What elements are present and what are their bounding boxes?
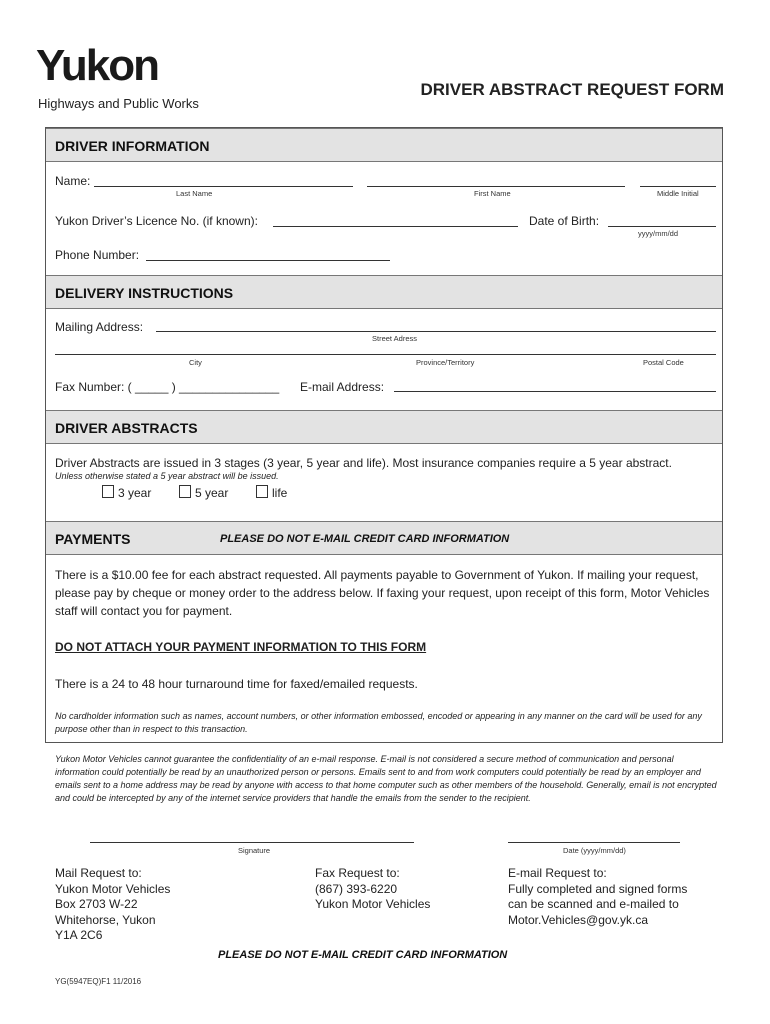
mail-line: Yukon Motor Vehicles <box>55 881 171 896</box>
email-line: can be scanned and e-mailed to <box>508 897 679 911</box>
abstracts-note: Unless otherwise stated a 5 year abstract will be issued. <box>55 471 279 481</box>
phone-label: Phone Number: <box>55 248 140 262</box>
signature-caption: Signature <box>238 846 271 855</box>
email-address-label: E-mail Address: <box>300 380 385 394</box>
email-request-block <box>508 866 687 928</box>
driver-information-header <box>46 128 722 162</box>
form-code: YG(5947EQ)F1 11/2016 <box>55 977 142 986</box>
dob-label: Date of Birth: <box>529 214 600 228</box>
licence-label: Yukon Driver’s Licence No. (if known): <box>55 214 258 228</box>
section-heading: DELIVERY INSTRUCTIONS <box>55 285 234 301</box>
fax-line: Yukon Motor Vehicles <box>315 897 431 911</box>
fax-line: (867) 393-6220 <box>315 881 398 896</box>
footer-email-warning: PLEASE DO NOT E-MAIL CREDIT CARD INFORMATION <box>218 949 508 961</box>
signature-field[interactable] <box>90 842 414 843</box>
payments-header <box>46 521 722 555</box>
do-not-attach-notice: DO NOT ATTACH YOUR PAYMENT INFORMATION TO THIS FORM <box>55 640 427 654</box>
dob-format-caption: yyyy/mm/dd <box>638 229 679 238</box>
turnaround-text: There is a 24 to 48 hour turnaround time for faxed/emailed requests. <box>55 677 418 691</box>
form-title: DRIVER ABSTRACT REQUEST FORM <box>420 80 724 99</box>
mail-line: Whitehorse, Yukon <box>55 912 156 927</box>
mail-line: Box 2703 W-22 <box>55 897 138 911</box>
last-name-field[interactable] <box>94 186 353 187</box>
province-caption: Province/Territory <box>416 358 475 367</box>
email-disclaimer: Yukon Motor Vehicles cannot guarantee the confidentiality of an e-mail response. E-mail is not considered a secure method of communication and personal information could potentially be read by an unauthorized person or persons. Emails sent to and from work computers could potentially be read by an employer and emails sent to a home address may be read by anyone with access to that home computer such as other members of the household. Generally, email is not encrypted and could be intercepted by any of the internet service providers that handle the emails from the sender to the recipient. <box>55 754 717 803</box>
street-address-field[interactable] <box>156 331 716 332</box>
email-address-link[interactable]: Motor.Vehicles@gov.yk.ca <box>508 912 649 927</box>
checkbox-5-year[interactable] <box>179 485 191 498</box>
cardholder-note: No cardholder information such as names, account numbers, or other information embossed, encoded or appearing in any manner on the card will be used for any purpose other than in respect to this transaction. <box>55 711 702 734</box>
signature-date-field[interactable] <box>508 842 680 843</box>
last-name-caption: Last Name <box>176 189 213 198</box>
date-of-birth-field[interactable] <box>608 226 716 227</box>
payments-email-warning: PLEASE DO NOT E-MAIL CREDIT CARD INFORMATION <box>220 533 510 545</box>
first-name-field[interactable] <box>367 186 625 187</box>
mail-line: Y1A 2C6 <box>55 928 103 942</box>
mail-request-block <box>55 866 170 944</box>
delivery-instructions-header <box>46 275 722 309</box>
payment-fee-text: There is a $10.00 fee for each abstract requested. All payments payable to Government of Yukon. If mailing your request, please pay by cheque or money order to the address below. If faxing your request, upon receipt of this form, Motor Vehicles staff will contact you for payment. <box>55 568 710 618</box>
department-name: Highways and Public Works <box>38 96 199 111</box>
email-line: Fully completed and signed forms <box>508 881 688 896</box>
city-caption: City <box>189 358 202 367</box>
street-caption: Street Adress <box>372 334 418 343</box>
checkbox-life[interactable] <box>256 485 268 498</box>
section-heading: PAYMENTS <box>55 531 131 547</box>
city-province-postal-field[interactable] <box>55 354 716 355</box>
email-line: E-mail Request to: <box>508 866 607 880</box>
postal-code-caption: Postal Code <box>643 358 684 367</box>
option-life-label: life <box>272 486 288 500</box>
option-5-year-label: 5 year <box>195 486 229 500</box>
first-name-caption: First Name <box>474 189 511 198</box>
option-3-year-label: 3 year <box>118 486 152 500</box>
yukon-logo: Yukon <box>36 41 159 90</box>
section-heading: DRIVER ABSTRACTS <box>55 420 198 436</box>
fax-line: Fax Request to: <box>315 866 400 880</box>
driver-abstracts-header <box>46 410 722 444</box>
licence-number-field[interactable] <box>273 226 518 227</box>
fax-request-block <box>315 866 430 913</box>
mailing-address-label: Mailing Address: <box>55 320 144 334</box>
checkbox-3-year[interactable] <box>102 485 114 498</box>
section-heading: DRIVER INFORMATION <box>55 138 210 154</box>
middle-initial-caption: Middle Initial <box>657 189 699 198</box>
middle-initial-field[interactable] <box>640 186 716 187</box>
abstracts-description: Driver Abstracts are issued in 3 stages (3 year, 5 year and life). Most insurance companies require a 5 year abstract. <box>55 456 672 470</box>
name-label: Name: <box>55 174 91 188</box>
signature-date-caption: Date (yyyy/mm/dd) <box>563 846 626 855</box>
mail-line: Mail Request to: <box>55 866 142 880</box>
email-address-field[interactable] <box>394 391 716 392</box>
fax-number-field[interactable]: Fax Number: ( _____ ) _______________ <box>55 380 280 394</box>
phone-number-field[interactable] <box>146 260 390 261</box>
